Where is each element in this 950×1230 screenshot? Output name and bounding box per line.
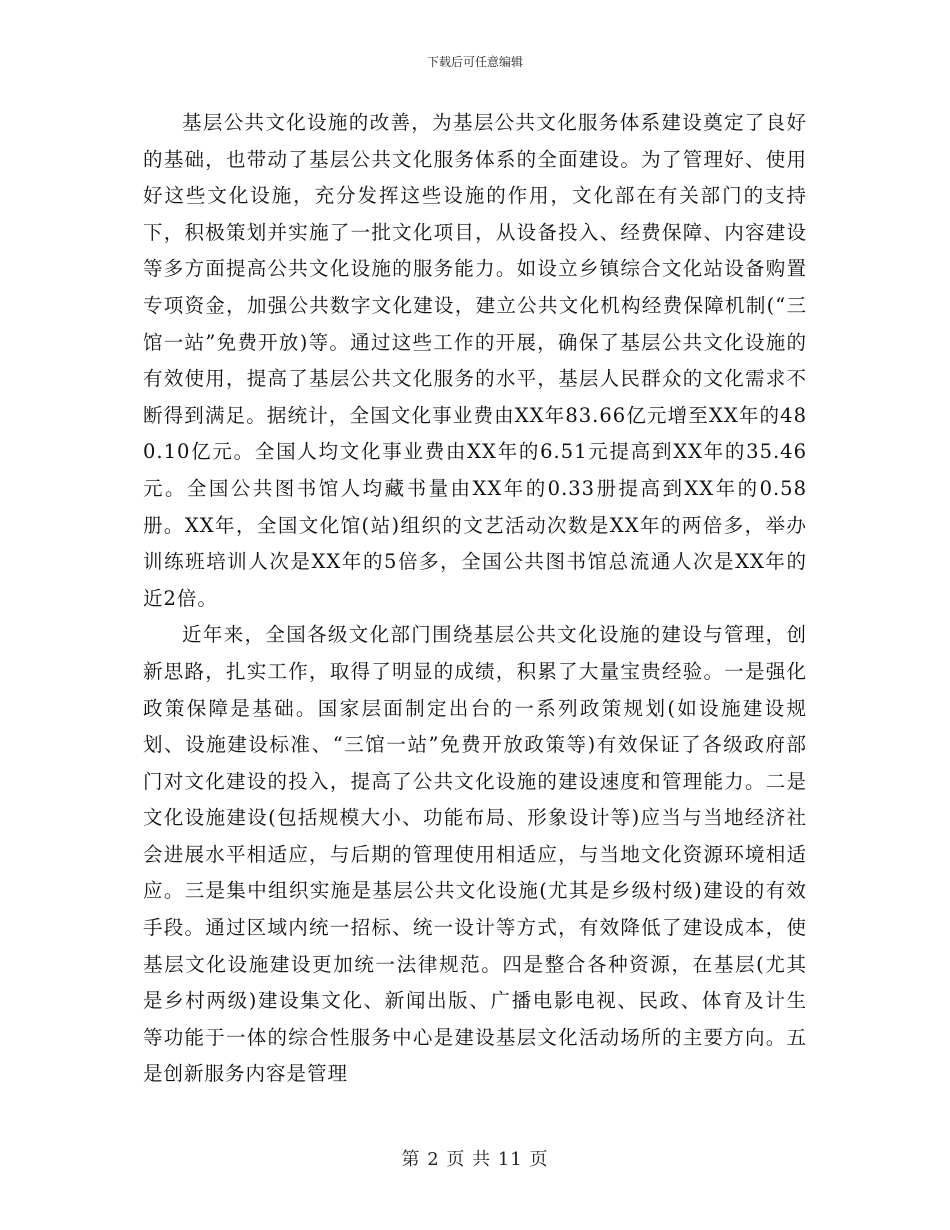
page-header-note: 下载后可任意编辑 [426, 55, 523, 69]
paragraph-2: 近年来，全国各级文化部门围绕基层公共文化设施的建设与管理，创新思路，扎实工作，取得了明显的成绩，积累了大量宝贵经验。一是强化政策保障是基础。国家层面制定出台的一系列政策规划(如设施建设规划、设施建设标准、“三馆一站”免费开放政策等)有效保证了各级政府部门对文化建设的投入，提高了公共文化设施的建设速度和管理能力。二是文化设施建设(包括规模大小、功能布局、形象设计等)应当与当地经济社会进展水平相适应，与后期的管理使用相适应，与当地文化资源环境相适应。三是集中组织实施是基层公共文化设施(尤其是乡级村级)建设的有效手段。通过区域内统一招标、统一设计等方式，有效降低了建设成本，使基层文化设施建设更加统一法律规范。四是整合各种资源，在基层(尤其是乡村两级)建设集文化、新闻出版、广播电影电视、民政、体育及计生等功能于一体的综合性服务中心是建设基层文化活动场所的主要方向。五是创新服务内容是管理 [143, 623, 807, 1086]
page-number-footer: 第 2 页 共 11 页 [401, 1149, 549, 1170]
paragraph-1: 基层公共文化设施的改善，为基层公共文化服务体系建设奠定了良好的基础，也带动了基层公共文化服务体系的全面建设。为了管理好、使用好这些文化设施，充分发挥这些设施的作用，文化部在有关部门的支持下，积极策划并实施了一批文化项目，从设备投入、经费保障、内容建设等多方面提高公共文化设施的服务能力。如设立乡镇综合文化站设备购置专项资金，加强公共数字文化建设，建立公共文化机构经费保障机制(“三馆一站”免费开放)等。通过这些工作的开展，确保了基层公共文化设施的有效使用，提高了基层公共文化服务的水平，基层人民群众的文化需求不断得到满足。据统计，全国文化事业费由XX年83.66亿元增至XX年的480.10亿元。全国人均文化事业费由XX年的6.51元提高到XX年的35.46元。全国公共图书馆人均藏书量由XX年的0.33册提高到XX年的0.58册。XX年，全国文化馆(站)组织的文艺活动次数是XX年的两倍多，举办训练班培训人次是XX年的5倍多，全国公共图书馆总流通人次是XX年的近2倍。 [143, 111, 807, 610]
document-body [143, 105, 807, 1093]
